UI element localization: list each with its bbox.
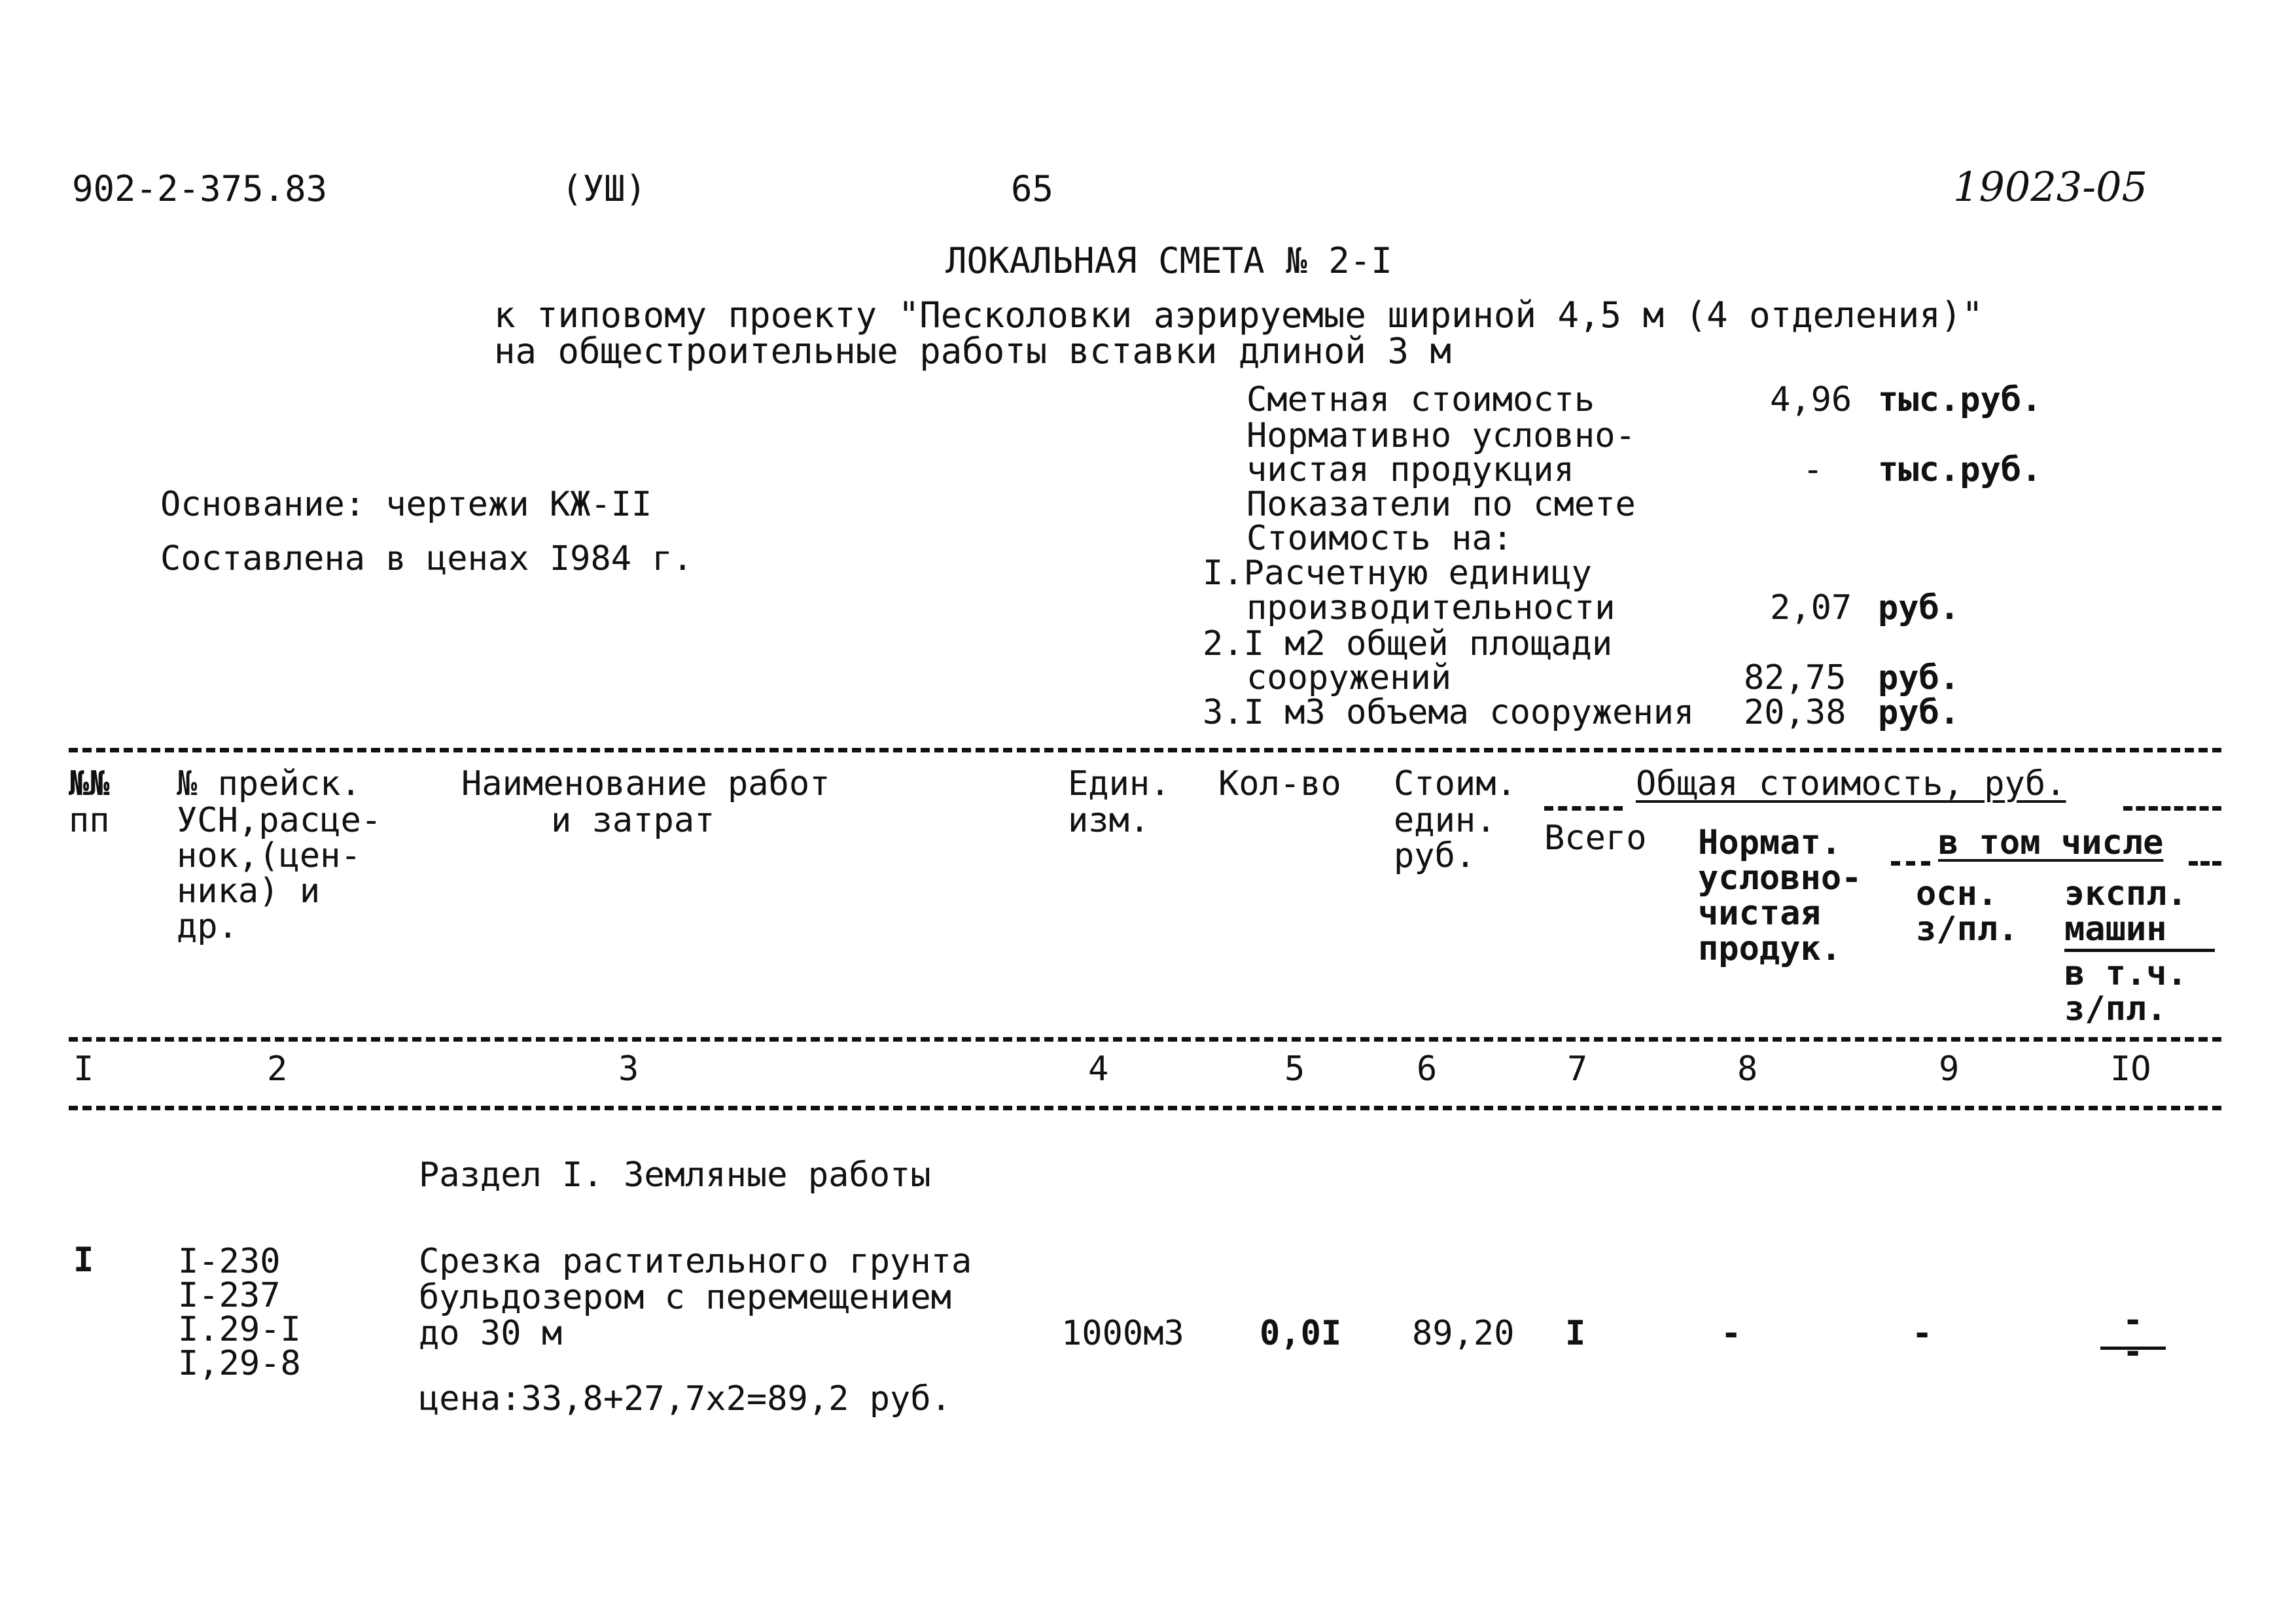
column-numbers-bottom-rule: [69, 1106, 2221, 1110]
header-col1-b: пп: [69, 801, 110, 840]
indicator-2-unit: руб.: [1878, 658, 1960, 697]
indicator-2-label-1: 2.I м2 общей площади: [1203, 624, 1613, 663]
header-col8-b: условно-: [1698, 858, 1862, 898]
header-col8-d: продук.: [1698, 929, 1842, 968]
row-1-machines: -: [2123, 1301, 2144, 1340]
including-leader-right: [2189, 861, 2221, 866]
header-col8-a: Нормат.: [1698, 823, 1842, 862]
header-col8-c: чистая: [1698, 894, 1821, 933]
page-number: 65: [1011, 168, 1054, 209]
total-cost-leader-right: [2123, 806, 2221, 811]
column-number-2: 2: [267, 1049, 288, 1089]
header-col4-b: изм.: [1068, 801, 1150, 840]
header-col10-b: машин: [2064, 909, 2167, 949]
header-col3-b: и затрат: [551, 801, 715, 840]
header-col10-c: в т.ч.: [2064, 954, 2187, 993]
header-col1-a: №№: [69, 764, 110, 803]
indicator-3-label: 3.I м3 объема сооружения: [1203, 693, 1695, 732]
row-1-unit: 1000м3: [1061, 1314, 1184, 1353]
normative-label-2: чистая продукция: [1246, 450, 1574, 489]
normative-label-1: Нормативно условно-: [1246, 416, 1636, 455]
column-number-10: IO: [2110, 1049, 2151, 1089]
estimate-cost-value: 4,96: [1770, 380, 1852, 419]
header-col6-a: Стоим.: [1394, 764, 1517, 803]
row-1-number: I: [73, 1241, 94, 1280]
row-1-price-note: цена:33,8+27,7х2=89,2 руб.: [419, 1379, 951, 1419]
row-1-name-3: до 30 м: [419, 1314, 563, 1353]
header-col9-a: осн.: [1916, 874, 1998, 913]
normative-value: -: [1803, 450, 1824, 489]
indicator-3-value: 20,38: [1744, 693, 1846, 732]
basis-prices: Составлена в ценах I984 г.: [160, 539, 693, 578]
header-col7: Всего: [1544, 819, 1647, 858]
column-number-1: I: [73, 1049, 94, 1089]
row-1-total: I: [1565, 1314, 1586, 1353]
row-1-qty: 0,0I: [1260, 1314, 1342, 1353]
row-1-code-3: I.29-I: [178, 1310, 301, 1349]
cost-on-label: Стоимость на:: [1246, 519, 1513, 558]
volume-label: (УШ): [561, 168, 647, 209]
header-col10-d: з/пл.: [2064, 989, 2167, 1029]
column-number-9: 9: [1939, 1049, 1960, 1089]
including-leader-left: [1891, 861, 1930, 866]
column-number-7: 7: [1567, 1049, 1588, 1089]
row-1-unit-cost: 89,20: [1412, 1314, 1515, 1353]
column-number-6: 6: [1417, 1049, 1438, 1089]
row-1-machines-salary: -: [2123, 1332, 2144, 1371]
header-col2-e: др.: [177, 907, 238, 946]
header-col10-a: экспл.: [2064, 874, 2187, 913]
row-1-normative: -: [1721, 1314, 1742, 1353]
indicator-2-value: 82,75: [1744, 658, 1846, 697]
estimate-title: ЛОКАЛЬНАЯ СМЕТА № 2-I: [945, 240, 1392, 281]
row-1-name-2: бульдозером с перемещением: [419, 1278, 951, 1317]
header-col5: Кол-во: [1218, 764, 1341, 803]
estimate-cost-unit: тыс.руб.: [1878, 380, 2042, 419]
indicator-1-unit: руб.: [1878, 588, 1960, 627]
header-col6-c: руб.: [1394, 836, 1476, 875]
indicator-1-value: 2,07: [1770, 588, 1852, 627]
header-col6-b: един.: [1394, 801, 1496, 840]
row-1-code-2: I-237: [178, 1276, 281, 1315]
indicator-3-unit: руб.: [1878, 693, 1960, 732]
header-col3-a: Наименование работ: [461, 764, 830, 803]
indicator-2-label-2: сооружений: [1246, 658, 1452, 697]
column-number-4: 4: [1088, 1049, 1109, 1089]
header-col9-b: з/пл.: [1916, 909, 2019, 949]
header-col2-b: УСН,расце-: [177, 801, 382, 840]
header-col2-d: ника) и: [177, 872, 321, 911]
indicator-1-label-2: производительности: [1246, 588, 1616, 627]
machines-divider: [2064, 949, 2215, 952]
section-title: Раздел I. Земляные работы: [419, 1155, 931, 1195]
table-top-rule: [69, 748, 2221, 752]
column-number-5: 5: [1284, 1049, 1305, 1089]
estimate-cost-label: Сметная стоимость: [1246, 380, 1595, 419]
basis-drawings: Основание: чертежи КЖ-II: [160, 485, 652, 524]
project-title-line-2: на общестроительные работы вставки длиной 3 м: [494, 330, 1451, 372]
row-1-name-1: Срезка растительного грунта: [419, 1242, 972, 1281]
row-1-base-salary: -: [1912, 1314, 1933, 1353]
indicator-1-label-1: I.Расчетную единицу: [1203, 554, 1592, 593]
archive-number: 19023-05: [1953, 163, 2148, 211]
row-1-code-4: I,29-8: [178, 1344, 301, 1383]
row-1-code-1: I-230: [178, 1242, 281, 1281]
total-cost-leader-left: [1544, 806, 1623, 811]
normative-unit: тыс.руб.: [1878, 450, 2042, 489]
header-col2-a: № прейск.: [177, 764, 361, 803]
indicators-label: Показатели по смете: [1246, 485, 1636, 524]
header-bottom-rule: [69, 1037, 2221, 1042]
project-title-line-1: к типовому проекту "Песколовки аэрируемые шириной 4,5 м (4 отделения)": [494, 294, 1983, 336]
including-header: в том числе: [1938, 823, 2164, 862]
column-number-3: 3: [618, 1049, 639, 1089]
document-code: 902-2-375.83: [72, 168, 328, 209]
column-number-8: 8: [1737, 1049, 1758, 1089]
header-col4-a: Един.: [1068, 764, 1171, 803]
total-cost-header: Общая стоимость, руб.: [1636, 764, 2066, 803]
header-col2-c: нок,(цен-: [177, 836, 361, 875]
